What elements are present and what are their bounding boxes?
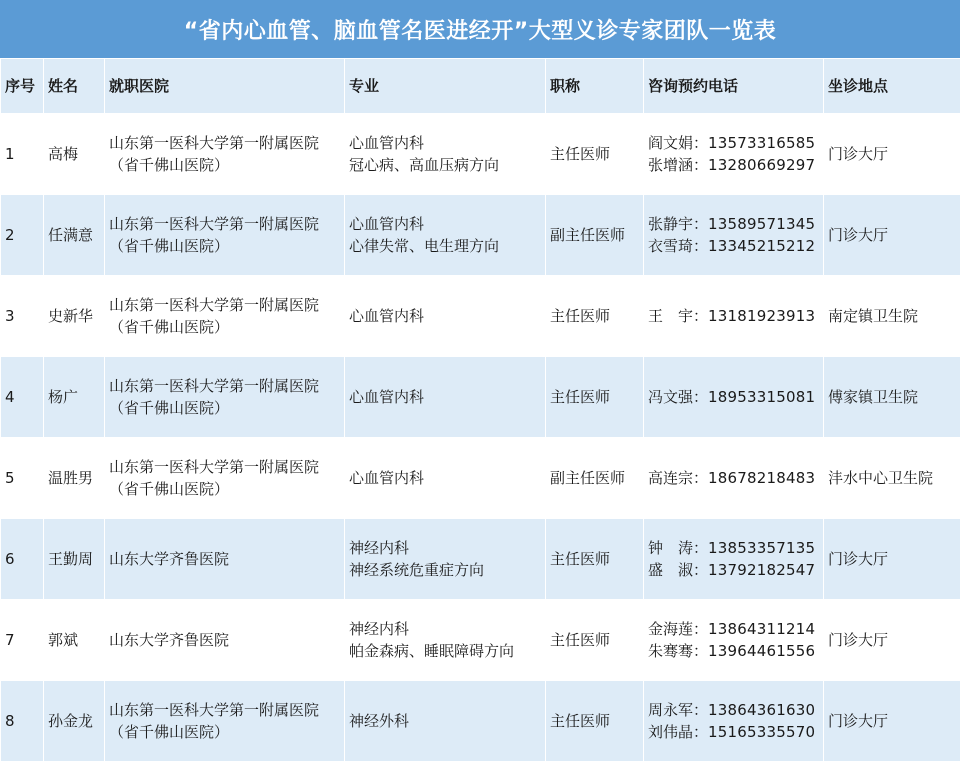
cell-name: 孙金龙 <box>44 681 105 762</box>
cell-location: 门诊大厅 <box>824 195 960 276</box>
header-hospital: 就职医院 <box>105 59 345 114</box>
specialty-line: 冠心病、高血压病方向 <box>349 156 500 174</box>
specialty-line: 心血管内科 <box>349 307 425 325</box>
specialty-line: 心血管内科 <box>349 388 425 406</box>
hospital-line: 山东第一医科大学第一附属医院 <box>109 134 320 152</box>
expert-table <box>0 58 960 762</box>
phone-contact: 张静宇： <box>648 215 709 233</box>
specialty-line: 神经系统危重症方向 <box>349 561 485 579</box>
cell-location: 南定镇卫生院 <box>824 276 960 357</box>
cell-hospital <box>105 600 345 681</box>
cell-specialty <box>345 357 546 438</box>
cell-name: 任满意 <box>44 195 105 276</box>
cell-hospital <box>105 114 345 195</box>
cell-hospital <box>105 681 345 762</box>
cell-name: 郭斌 <box>44 600 105 681</box>
phone-entry <box>648 618 819 640</box>
hospital-line: 山东第一医科大学第一附属医院 <box>109 296 320 314</box>
phone-entry <box>648 235 819 257</box>
phone-entry <box>648 305 819 327</box>
cell-no: 8 <box>1 681 44 762</box>
cell-location: 傅家镇卫生院 <box>824 357 960 438</box>
cell-hospital <box>105 276 345 357</box>
hospital-line: 山东大学齐鲁医院 <box>109 631 230 649</box>
cell-specialty <box>345 681 546 762</box>
cell-phone <box>644 276 824 357</box>
cell-phone <box>644 114 824 195</box>
cell-title: 主任医师 <box>546 681 644 762</box>
phone-number[interactable]: 13345215212 <box>708 237 816 255</box>
hospital-line: （省千佛山医院） <box>109 723 230 741</box>
phone-number[interactable]: 13864361630 <box>708 701 816 719</box>
cell-name: 温胜男 <box>44 438 105 519</box>
phone-contact: 金海莲： <box>648 620 709 638</box>
hospital-line: 山东第一医科大学第一附属医院 <box>109 701 320 719</box>
table-row <box>1 438 960 519</box>
specialty-line: 神经内科 <box>349 539 410 557</box>
phone-entry <box>648 386 819 408</box>
cell-phone <box>644 438 824 519</box>
cell-specialty <box>345 195 546 276</box>
table-row <box>1 519 960 600</box>
table-row <box>1 114 960 195</box>
cell-title: 主任医师 <box>546 600 644 681</box>
page-title: “省内心血管、脑血管名医进经开”大型义诊专家团队一览表 <box>0 0 960 58</box>
phone-number[interactable]: 13853357135 <box>708 539 816 557</box>
specialty-line: 神经外科 <box>349 712 410 730</box>
cell-no: 2 <box>1 195 44 276</box>
phone-number[interactable]: 18953315081 <box>708 388 816 406</box>
cell-specialty <box>345 276 546 357</box>
cell-title: 副主任医师 <box>546 195 644 276</box>
cell-location: 沣水中心卫生院 <box>824 438 960 519</box>
hospital-line: 山东第一医科大学第一附属医院 <box>109 377 320 395</box>
phone-entry <box>648 467 819 489</box>
cell-name: 杨广 <box>44 357 105 438</box>
specialty-line: 帕金森病、睡眠障碍方向 <box>349 642 515 660</box>
phone-contact: 张增涵： <box>648 156 709 174</box>
phone-entry <box>648 559 819 581</box>
cell-hospital <box>105 438 345 519</box>
phone-number[interactable]: 13589571345 <box>708 215 816 233</box>
cell-location: 门诊大厅 <box>824 681 960 762</box>
cell-hospital <box>105 195 345 276</box>
hospital-line: 山东第一医科大学第一附属医院 <box>109 215 320 233</box>
phone-contact: 钟 涛： <box>648 539 709 557</box>
table-row <box>1 276 960 357</box>
cell-title: 主任医师 <box>546 519 644 600</box>
cell-location: 门诊大厅 <box>824 519 960 600</box>
hospital-line: （省千佛山医院） <box>109 156 230 174</box>
cell-phone <box>644 600 824 681</box>
specialty-line: 心血管内科 <box>349 469 425 487</box>
header-phone: 咨询预约电话 <box>644 59 824 114</box>
cell-phone <box>644 519 824 600</box>
phone-contact: 王 宇： <box>648 307 709 325</box>
hospital-line: 山东大学齐鲁医院 <box>109 550 230 568</box>
table-row <box>1 600 960 681</box>
phone-contact: 冯文强： <box>648 388 709 406</box>
phone-entry <box>648 699 819 721</box>
phone-contact: 盛 淑： <box>648 561 709 579</box>
cell-no: 6 <box>1 519 44 600</box>
cell-name: 史新华 <box>44 276 105 357</box>
header-title: 职称 <box>546 59 644 114</box>
cell-no: 5 <box>1 438 44 519</box>
phone-contact: 阎文娟： <box>648 134 709 152</box>
cell-name: 高梅 <box>44 114 105 195</box>
specialty-line: 心血管内科 <box>349 215 425 233</box>
cell-phone <box>644 357 824 438</box>
hospital-line: （省千佛山医院） <box>109 318 230 336</box>
cell-no: 3 <box>1 276 44 357</box>
cell-specialty <box>345 519 546 600</box>
cell-title: 主任医师 <box>546 114 644 195</box>
cell-hospital <box>105 519 345 600</box>
table-row <box>1 357 960 438</box>
phone-number[interactable]: 13864311214 <box>708 620 816 638</box>
phone-entry <box>648 154 819 176</box>
phone-entry <box>648 721 819 743</box>
hospital-line: （省千佛山医院） <box>109 399 230 417</box>
cell-no: 7 <box>1 600 44 681</box>
cell-title: 主任医师 <box>546 276 644 357</box>
table-header-row <box>1 59 960 114</box>
phone-number[interactable]: 13573316585 <box>708 134 816 152</box>
header-name: 姓名 <box>44 59 105 114</box>
specialty-line: 神经内科 <box>349 620 410 638</box>
phone-entry <box>648 132 819 154</box>
phone-number[interactable]: 13280669297 <box>708 156 816 174</box>
hospital-line: （省千佛山医院） <box>109 237 230 255</box>
specialty-line: 心血管内科 <box>349 134 425 152</box>
cell-hospital <box>105 357 345 438</box>
table-row <box>1 195 960 276</box>
phone-number[interactable]: 13792182547 <box>708 561 816 579</box>
phone-contact: 周永军： <box>648 701 709 719</box>
cell-no: 4 <box>1 357 44 438</box>
phone-entry <box>648 640 819 662</box>
cell-name: 王勤周 <box>44 519 105 600</box>
phone-number[interactable]: 13964461556 <box>708 642 816 660</box>
table-body <box>1 114 960 762</box>
phone-number[interactable]: 13181923913 <box>708 307 816 325</box>
cell-phone <box>644 195 824 276</box>
cell-specialty <box>345 600 546 681</box>
phone-entry <box>648 213 819 235</box>
phone-contact: 刘伟晶： <box>648 723 709 741</box>
cell-title: 副主任医师 <box>546 438 644 519</box>
phone-contact: 高连宗： <box>648 469 709 487</box>
phone-contact: 衣雪琦： <box>648 237 709 255</box>
cell-specialty <box>345 114 546 195</box>
cell-specialty <box>345 438 546 519</box>
header-location: 坐诊地点 <box>824 59 960 114</box>
table-row <box>1 681 960 762</box>
specialty-line: 心律失常、电生理方向 <box>349 237 500 255</box>
cell-location: 门诊大厅 <box>824 114 960 195</box>
cell-phone <box>644 681 824 762</box>
header-no: 序号 <box>1 59 44 114</box>
cell-title: 主任医师 <box>546 357 644 438</box>
phone-entry <box>648 537 819 559</box>
phone-number[interactable]: 15165335570 <box>708 723 816 741</box>
hospital-line: （省千佛山医院） <box>109 480 230 498</box>
cell-no: 1 <box>1 114 44 195</box>
header-specialty: 专业 <box>345 59 546 114</box>
phone-number[interactable]: 18678218483 <box>708 469 816 487</box>
phone-contact: 朱骞骞： <box>648 642 709 660</box>
cell-location: 门诊大厅 <box>824 600 960 681</box>
hospital-line: 山东第一医科大学第一附属医院 <box>109 458 320 476</box>
